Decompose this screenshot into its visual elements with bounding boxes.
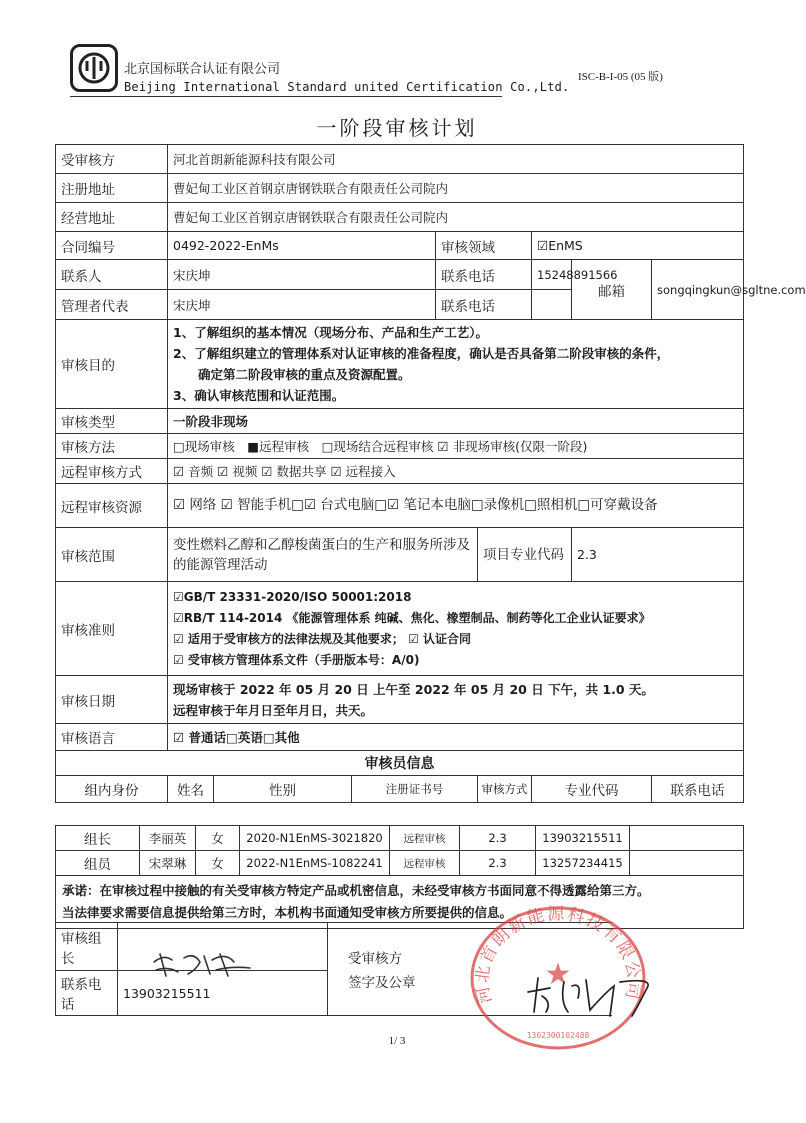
date-line: 远程审核于年月日至年月日，共天。 xyxy=(173,702,374,718)
seal-number: 1302300102488 xyxy=(526,1031,590,1040)
cell-role: 组长 xyxy=(56,826,140,851)
company-name-en: Beijing International Standard united Certification Co.,Ltd. xyxy=(124,80,570,94)
label-auditee-sign-2: 签字及公章 xyxy=(348,975,416,991)
cell-code: 2.3 xyxy=(460,826,536,851)
reg-address-value: 曹妃甸工业区首钢京唐钢铁联合有限责任公司院内 xyxy=(168,174,744,203)
leader-phone-value: 13903215511 xyxy=(118,971,328,1016)
audit-field-value: ☑EnMS xyxy=(532,232,744,260)
prof-code-value: 2.3 xyxy=(572,528,744,582)
cell-name: 宋翠琳 xyxy=(140,851,196,876)
cell-cert-no: 2022-N1EnMS-1082241 xyxy=(240,851,390,876)
seal-text: 河北首朗新能源科技有限公司 xyxy=(472,904,644,1006)
label-auditee-sign-1: 受审核方 xyxy=(348,951,402,967)
label-remote-resources: 远程审核资源 xyxy=(56,484,168,528)
remote-mode-value: ☑ 音频 ☑ 视频 ☑ 数据共享 ☑ 远程接入 xyxy=(168,459,744,484)
date-value xyxy=(168,676,744,724)
mgmt-phone-value xyxy=(532,290,572,320)
criteria-item: ☑ 适用于受审核方的法律法规及其他要求； ☑ 认证合同 xyxy=(173,631,472,646)
confidentiality-promise xyxy=(56,876,744,929)
company-name-cn: 北京国标联合认证有限公司 xyxy=(124,62,281,77)
label-scope: 审核范围 xyxy=(56,528,168,582)
header-divider xyxy=(70,96,502,97)
label-criteria: 审核准则 xyxy=(56,582,168,676)
page-title: 一阶段审核计划 xyxy=(316,116,478,140)
logo-mark-icon xyxy=(73,47,115,89)
label-remote-mode: 远程审核方式 xyxy=(56,459,168,484)
purpose-item: 确定第二阶段审核的重点及资源配置。 xyxy=(173,367,411,382)
label-team-leader: 审核组长 xyxy=(56,923,118,971)
signature-table xyxy=(55,922,612,1016)
criteria-item: ☑GB/T 23331-2020/ISO 50001:2018 xyxy=(173,589,412,604)
label-email: 邮箱 xyxy=(572,260,652,320)
label-language: 审核语言 xyxy=(56,724,168,751)
column-header: 联系电话 xyxy=(652,776,744,803)
language-value: ☑ 普通话□英语□其他 xyxy=(168,724,744,751)
column-header: 审核方式 xyxy=(478,776,532,803)
cell-method: 远程审核 xyxy=(390,826,460,851)
contact-value: 宋庆坤 xyxy=(168,260,436,290)
mgmt-rep-value: 宋庆坤 xyxy=(168,290,436,320)
cell-witness xyxy=(630,851,744,876)
purpose-item: 3、确认审核范围和认证范围。 xyxy=(173,388,345,403)
cell-role: 组员 xyxy=(56,851,140,876)
promise-line: 当法律要求需要信息提供给第三方时，本机构书面通知受审核方所要提供的信息。 xyxy=(62,905,513,920)
cell-code: 2.3 xyxy=(460,851,536,876)
label-date: 审核日期 xyxy=(56,676,168,724)
criteria-item: ☑RB/T 114-2014 《能源管理体系 纯碱、焦化、橡塑制品、制药等化工企业认证要求》 xyxy=(173,610,651,625)
purpose-item: 1、了解组织的基本情况（现场分布、产品和生产工艺）。 xyxy=(173,325,488,340)
date-line: 现场审核于 2022 年 05 月 20 日 上午至 2022 年 05 月 20 日 下午，共 1.0 天。 xyxy=(173,681,654,697)
seal-star-icon: ★ xyxy=(544,957,572,992)
contract-no-value: 0492-2022-EnMs xyxy=(168,232,436,260)
cell-method: 远程审核 xyxy=(390,851,460,876)
label-contact: 联系人 xyxy=(56,260,168,290)
auditee-value: 河北首朗新能源科技有限公司 xyxy=(168,145,744,174)
label-contact-phone: 联系电话 xyxy=(436,260,532,290)
label-reg-address: 注册地址 xyxy=(56,174,168,203)
column-header: 注册证书号 xyxy=(352,776,478,803)
label-prof-code: 项目专业代码 xyxy=(478,528,572,582)
company-logo xyxy=(70,44,118,92)
label-contract-no: 合同编号 xyxy=(56,232,168,260)
cell-name: 李丽英 xyxy=(140,826,196,851)
promise-line: 承诺：在审核过程中接触的有关受审核方特定产品或机密信息，未经受审核方书面同意不得透露给第三方。 xyxy=(62,883,650,898)
remote-resources-value: ☑ 网络 ☑ 智能手机□☑ 台式电脑□☑ 笔记本电脑□录像机□照相机□可穿戴设备 xyxy=(168,484,744,528)
cell-phone: 13257234415 xyxy=(536,851,630,876)
contact-phone-value: 15248891566 xyxy=(532,260,572,290)
column-header: 组内身份 xyxy=(56,776,168,803)
cell-gender: 女 xyxy=(196,826,240,851)
cell-witness xyxy=(630,826,744,851)
auditor-table-header xyxy=(56,776,744,803)
auditor-section-title: 审核员信息 xyxy=(56,751,744,776)
method-value: □现场审核 ■远程审核 □现场结合远程审核 ☑ 非现场审核(仅限一阶段) xyxy=(168,434,744,459)
criteria-item: ☑ 受审核方管理体系文件（手册版本号：A/0) xyxy=(173,652,420,667)
email-value: songqingkun@sgltne.com xyxy=(652,260,744,320)
label-leader-phone: 联系电话 xyxy=(56,971,118,1016)
label-type: 审核类型 xyxy=(56,409,168,434)
label-audit-field: 审核领域 xyxy=(436,232,532,260)
cell-cert-no: 2020-N1EnMS-3021820 xyxy=(240,826,390,851)
label-mgmt-rep: 管理者代表 xyxy=(56,290,168,320)
type-value: 一阶段非现场 xyxy=(168,409,744,434)
label-mgmt-phone: 联系电话 xyxy=(436,290,532,320)
cell-gender: 女 xyxy=(196,851,240,876)
audit-plan-table xyxy=(55,144,806,803)
team-leader-signature xyxy=(118,923,328,971)
purpose-value xyxy=(168,320,744,409)
table-row xyxy=(56,851,744,876)
page-number: 1/ 3 xyxy=(388,1035,406,1047)
column-header: 姓名 xyxy=(168,776,214,803)
auditor-rows-table xyxy=(55,825,744,929)
criteria-value xyxy=(168,582,744,676)
scope-value: 变性燃料乙醇和乙醇梭菌蛋白的生产和服务所涉及的能源管理活动 xyxy=(168,528,478,582)
label-purpose: 审核目的 xyxy=(56,320,168,409)
column-header: 性别 xyxy=(214,776,352,803)
column-header: 专业代码 xyxy=(532,776,652,803)
table-row xyxy=(56,826,744,851)
purpose-item: 2、了解组织建立的管理体系对认证审核的准备程度，确认是否具备第二阶段审核的条件， xyxy=(173,346,670,361)
label-auditee: 受审核方 xyxy=(56,145,168,174)
cell-phone: 13903215511 xyxy=(536,826,630,851)
auditee-sign-cell xyxy=(328,923,612,1016)
label-method: 审核方法 xyxy=(56,434,168,459)
document-number: ISC-B-I-05 (05 版) xyxy=(578,71,663,83)
op-address-value: 曹妃甸工业区首钢京唐钢铁联合有限责任公司院内 xyxy=(168,203,744,232)
label-op-address: 经营地址 xyxy=(56,203,168,232)
